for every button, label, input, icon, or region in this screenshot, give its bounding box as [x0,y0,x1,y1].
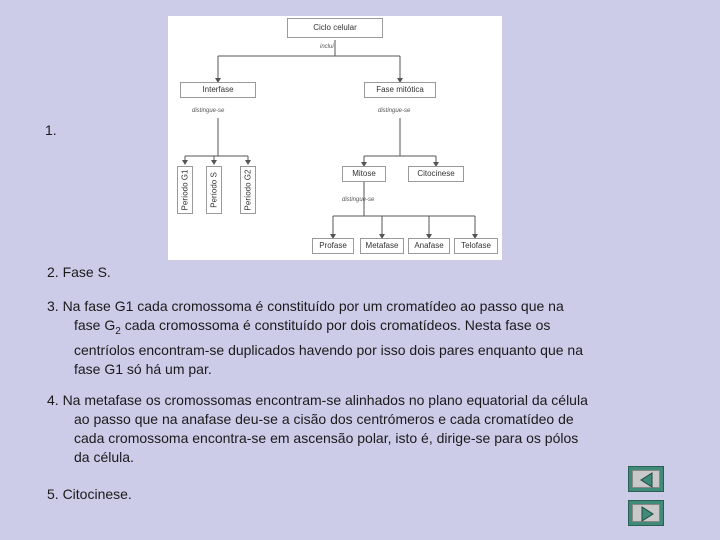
node-profase: Profase [312,238,354,254]
cell-cycle-concept-map [168,16,502,260]
connector-lines [168,16,502,260]
item-2-text: 2. Fase S. [47,264,111,280]
item-4-line-1: 4. Na metafase os cromossomas encontram-se alinhados no plano equatorial da célula [47,392,588,408]
node-citocinese: Citocinese [408,166,464,182]
item-4-paragraph [47,391,588,467]
node-metafase: Metafase [360,238,404,254]
next-slide-button[interactable] [628,500,664,526]
node-mitose: Mitose [342,166,386,182]
item-3-line-4: fase G1 só há um par. [74,360,212,377]
item-1-label: 1. [45,122,57,138]
item-3-line-3: centríolos encontram-se duplicados havendo por isso dois pares enquanto que na [74,341,583,358]
node-periodo-g2: Período G2 [240,166,256,214]
previous-slide-button[interactable] [628,466,664,492]
node-ciclo-celular: Ciclo celular [287,18,383,38]
connector-label-interfase: distingue-se [192,108,225,114]
item-4-line-2: ao passo que na anafase deu-se a cisão dos centrómeros e cada cromatídeo de [74,411,574,427]
connector-label-inclui: inclui [320,44,334,50]
node-telofase: Telofase [454,238,498,254]
arrow-left-icon [638,472,656,488]
item-4-line-4: da célula. [74,449,134,465]
node-periodo-s: Período S [206,166,222,214]
arrow-right-icon [638,506,656,522]
item-3-line-1: 3. Na fase G1 cada cromossoma é constituído por um cromatídeo ao passo que na [47,298,564,314]
node-interfase: Interfase [180,82,256,98]
connector-label-mitose: distingue-se [342,197,375,203]
node-anafase: Anafase [408,238,450,254]
node-fase-mitotica: Fase mitótica [364,82,436,98]
item-5-text: 5. Citocinese. [47,486,132,502]
node-periodo-g1: Período G1 [177,166,193,214]
item-3-paragraph [47,297,583,379]
item-3-line-2: fase $G_2$ cada cromossoma é constituído por dois cromatídeos. Nesta fase os [74,317,551,337]
connector-label-fase-mitotica: distingue-se [378,108,411,114]
item-4-line-3: cada cromossoma encontra-se em ascensão polar, isto é, dirige-se para os pólos [74,430,579,446]
